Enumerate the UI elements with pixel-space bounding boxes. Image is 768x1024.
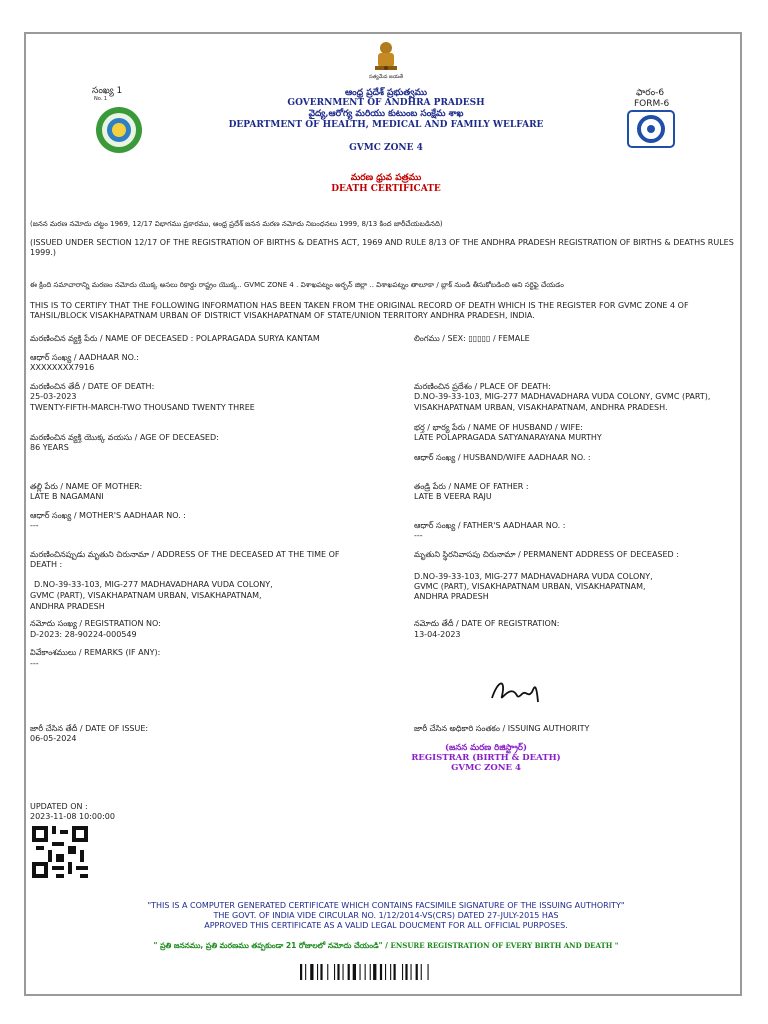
slogan-te: " ప్రతి జననము, ప్రతి మరణము తప్పకుండా 21 రోజులలో నమోదు చేయండి" / — [153, 941, 388, 950]
form-number-en: FORM-6 — [634, 99, 670, 109]
permanent-address-line-3: ANDHRA PRADESH — [414, 592, 489, 601]
updated-on-label: UPDATED ON : — [30, 802, 88, 811]
address-line-1: D.NO-39-33-103, MIG-277 MADHAVADHARA VUDA COLONY, — [34, 580, 273, 589]
aadhaar-value: XXXXXXXX7916 — [30, 363, 95, 372]
footer-line-2: THE GOVT. OF INDIA VIDE CIRCULAR NO. 1/12/2014-VS(CRS) DATED 27-JULY-2015 HAS — [213, 911, 559, 920]
signature-image — [488, 676, 544, 706]
issuing-authority-label: జారీ చేసిన అధికారి సంతకం / ISSUING AUTHORITY — [414, 724, 590, 733]
place-of-death-line-2: VISAKHAPATNAM URBAN, VISAKHAPATNAM, ANDHRA PRADESH. — [414, 403, 668, 412]
zone-heading: GVMC ZONE 4 — [349, 143, 423, 153]
updated-on-value: 2023-11-08 10:00:00 — [30, 812, 115, 821]
mother-aadhaar-value: --- — [30, 521, 39, 530]
mother-value: LATE B NAGAMANI — [30, 492, 104, 501]
registration-date-value: 13-04-2023 — [414, 630, 461, 639]
place-of-death-line-1: D.NO-39-33-103, MIG-277 MADHAVADHARA VUDA COLONY, GVMC (PART), — [414, 392, 711, 401]
barcode-icon — [300, 964, 470, 980]
place-of-death-label: మరణించిన ప్రదేశం / PLACE OF DEATH: — [414, 382, 551, 391]
dept-te: వైద్య,ఆరోగ్య మరియు కుటుంబ సంక్షేమ శాఖ — [308, 109, 464, 119]
address-line-3: ANDHRA PRADESH — [30, 602, 105, 611]
crs-logo-icon — [627, 110, 675, 148]
address-label-line-2: DEATH : — [30, 560, 63, 569]
father-aadhaar-value: --- — [414, 531, 423, 540]
father-value: LATE B VEERA RAJU — [414, 492, 492, 501]
date-of-death-words: TWENTY-FIFTH-MARCH-TWO THOUSAND TWENTY THREE — [30, 403, 255, 412]
sex-field: లింగము / SEX: ▯▯▯▯▯ / FEMALE — [414, 334, 530, 343]
registration-no-label: నమోదు సంఖ్య / REGISTRATION NO: — [30, 619, 161, 628]
form-number-te: ఫారం-6 — [636, 88, 665, 98]
certify-en: THIS IS TO CERTIFY THAT THE FOLLOWING INFORMATION HAS BEEN TAKEN FROM THE ORIGINAL RECORD OF DEATH WHICH IS THE REGISTER FOR GVMC ZONE 4 OF TAHSIL/BLOCK VISAKHAPATNAM URBAN OF DISTRICT VISAKHAPATNAM OF STATE/UNION TERRITORY ANDHRA PRADESH, INDIA. — [30, 301, 689, 320]
remarks-value: --- — [30, 659, 39, 668]
footer-line-1: "THIS IS A COMPUTER GENERATED CERTIFICATE WHICH CONTAINS FACSIMILE SIGNATURE OF THE ISSUING AUTHORITY" — [147, 901, 625, 910]
date-of-death-value: 25-03-2023 — [30, 392, 77, 401]
title-te: మరణ ధ్రువ పత్రము — [350, 173, 422, 183]
permanent-address-line-1: D.NO-39-33-103, MIG-277 MADHAVADHARA VUDA COLONY, — [414, 572, 653, 581]
registrar-zone: GVMC ZONE 4 — [451, 763, 521, 773]
age-value: 86 YEARS — [30, 443, 69, 452]
age-label: మరణించిన వ్యక్తి యొక్క వయసు / AGE OF DECEASED: — [30, 433, 219, 442]
dept-en: DEPARTMENT OF HEALTH, MEDICAL AND FAMILY WELFARE — [228, 120, 544, 130]
date-of-death-label: మరణించిన తేదీ / DATE OF DEATH: — [30, 382, 155, 391]
mother-aadhaar-label: ఆధార్ సంఖ్య / MOTHER'S AADHAAR NO. : — [30, 511, 186, 520]
slogan — [40, 941, 732, 952]
emblem-motto: సత్యమేవ జయతే — [368, 74, 404, 80]
permanent-address-label: మృతుని స్థిరనివాసపు చిరునామా / PERMANENT ADDRESS OF DECEASED : — [414, 550, 679, 559]
issue-date-label: జారీ చేసిన తేదీ / DATE OF ISSUE: — [30, 724, 149, 733]
mother-label: తల్లి పేరు / NAME OF MOTHER: — [30, 482, 143, 491]
serial-number-en: No. 1 — [94, 96, 108, 102]
issued-under-en: (ISSUED UNDER SECTION 12/17 OF THE REGISTRATION OF BIRTHS & DEATHS ACT, 1969 AND RULE 8/13 OF THE ANDHRA PRADESH REGISTRATION OF BIRTHS & DEATHS RULES 1999.) — [30, 238, 734, 257]
registration-date-label: నమోదు తేదీ / DATE OF REGISTRATION: — [414, 619, 560, 628]
permanent-address-line-2: GVMC (PART), VISAKHAPATNAM URBAN, VISAKHAPATNAM, — [414, 582, 646, 591]
gov-en: GOVERNMENT OF ANDHRA PRADESH — [287, 98, 485, 108]
footer-line-3: APPROVED THIS CERTIFICATE AS A VALID LEGAL DOUCMENT FOR ALL OFFICIAL PURPOSES. — [204, 921, 568, 930]
husband-value: LATE POLAPRAGADA SATYANARAYANA MURTHY — [414, 433, 602, 442]
registrar-en: REGISTRAR (BIRTH & DEATH) — [411, 753, 561, 763]
father-label: తండ్రి పేరు / NAME OF FATHER : — [414, 482, 529, 491]
certify-te: ఈ క్రింది సమాచారాన్ని మరణం నమోదు యొక్క అసలు రికార్డు రాష్ట్రం యొక్క.. GVMC ZONE 4 . విశాఖపట్నం అర్బన్ జిల్లా .. విశాఖపట్నం తాలూకా / బ్లాక్ నుండి తీసుకోబడింది అని సర్టిఫై చేయడం — [30, 281, 564, 289]
registrar-te: (జనన మరణ రిజిస్ట్రార్) — [445, 743, 527, 753]
serial-number-te: సంఖ్య 1 — [92, 86, 123, 96]
issued-under-te: (జనన మరణ నమోదు చట్టం 1969, 12/17 విభాగము ప్రకారము, ఆంధ్ర ప్రదేశ్ జనన మరణ నమోదు నిబంధనలు 1999, 8/13 కింద జారీచేయబడినది) — [30, 220, 443, 228]
address-line-2: GVMC (PART), VISAKHAPATNAM URBAN, VISAKHAPATNAM, — [30, 591, 262, 600]
aadhaar-label: ఆధార్ సంఖ్య / AADHAAR NO.: — [30, 353, 139, 362]
husband-label: భర్త / భార్య పేరు / NAME OF HUSBAND / WIFE: — [414, 423, 583, 432]
name-of-deceased: మరణించిన వ్యక్తి పేరు / NAME OF DECEASED : POLAPRAGADA SURYA KANTAM — [30, 334, 320, 343]
gov-te: ఆంధ్ర ప్రదేశ్ ప్రభుత్వము — [344, 88, 428, 98]
registration-no-value: D-2023: 28-90224-000549 — [30, 630, 137, 639]
ap-state-logo-icon — [94, 105, 144, 155]
address-label-line-1: మరణించినప్పుడు మృతుని చిరునామా / ADDRESS OF THE DECEASED AT THE TIME OF — [30, 550, 340, 559]
remarks-label: వివేకాంశములు / REMARKS (IF ANY): — [30, 648, 161, 657]
husband-aadhaar-label: ఆధార్ సంఖ్య / HUSBAND/WIFE AADHAAR NO. : — [414, 453, 591, 462]
issue-date-value: 06-05-2024 — [30, 734, 77, 743]
slogan-en: ENSURE REGISTRATION OF EVERY BIRTH AND DEATH " — [390, 941, 619, 950]
father-aadhaar-label: ఆధార్ సంఖ్య / FATHER'S AADHAAR NO. : — [414, 521, 566, 530]
qr-code-icon — [32, 826, 88, 878]
title-en: DEATH CERTIFICATE — [331, 184, 441, 194]
